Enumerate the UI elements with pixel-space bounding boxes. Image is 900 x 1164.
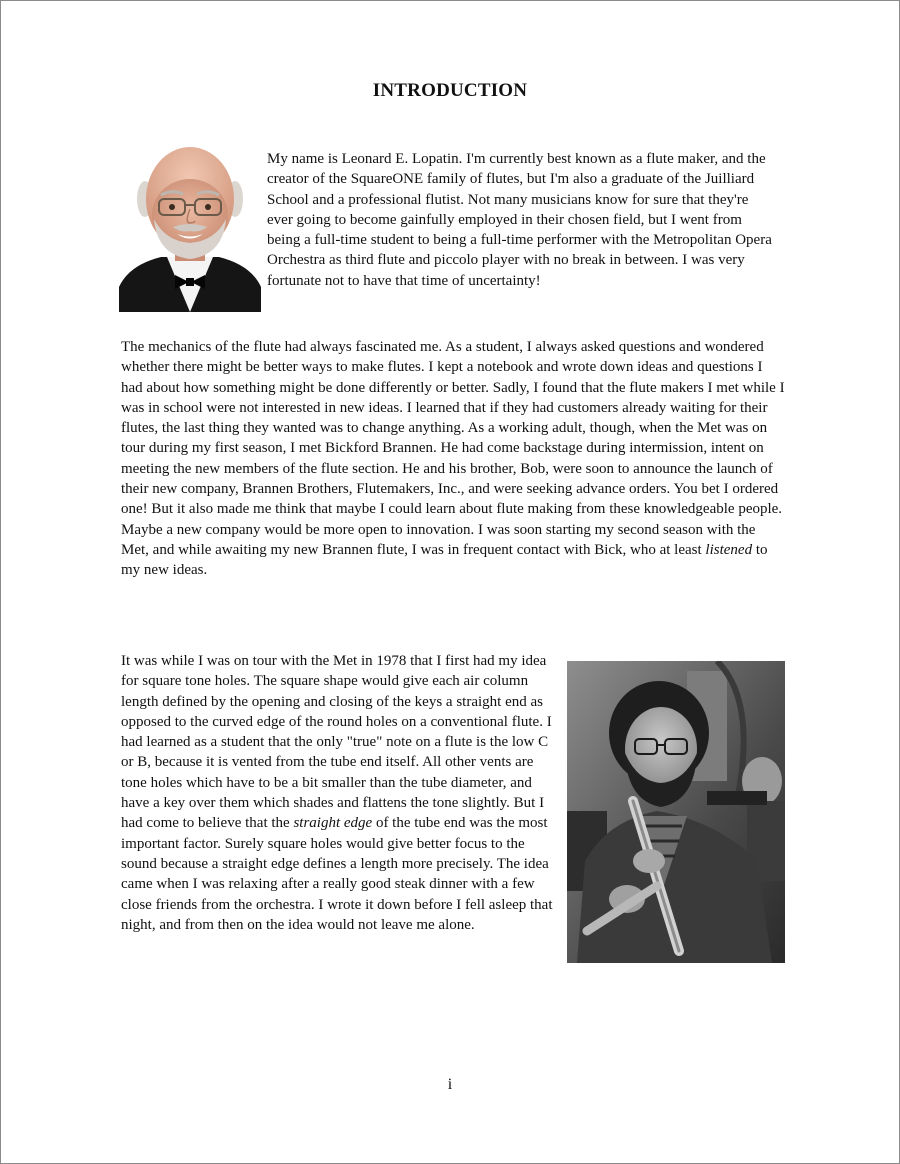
emphasis-listened: listened xyxy=(705,541,753,558)
background-paragraph-text-end: to my new ideas. xyxy=(121,541,768,579)
author-portrait-photo xyxy=(119,137,261,312)
emphasis-straight-edge: straight edge xyxy=(293,815,373,832)
page-number: i xyxy=(447,1076,453,1093)
author-portrait-illustration xyxy=(119,137,261,312)
background-paragraph-text: The mechanics of the flute had always fascinated me. As a student, I always asked questions and wondered whether there might be better ways to make flutes. I kept a notebook and wrote down ideas and questions I had about how something might be done differently or better. Sadly, I found that the flute makers I met while I was in school were not interested in new ideas. I learned that if they had customers already waiting for their flutes, the last thing they wanted was to change anything. As a working adult, though, when the Met was on tour during my first season, I met Bickford Brannen. He had come backstage during intermission, intent on meeting the new members of the flute section. He and his brother, Bob, were soon to announce the launch of their new company, Brannen Brothers, Flutemakers, Inc., and were seeking advance orders. You bet I ordered one! But it also made me think that maybe I could learn about flute making from these knowledgeable people. Maybe a new company would be more open to innovation. I was soon starting my second season with the Met, and while awaiting my new Brannen flute, I was in frequent contact with Bick, who at least xyxy=(121,339,785,558)
flutist-photo xyxy=(567,661,785,963)
page-title: INTRODUCTION xyxy=(372,80,528,101)
background-paragraph xyxy=(121,337,785,581)
square-tone-holes-paragraph xyxy=(121,651,561,935)
intro-paragraph: My name is Leonard E. Lopatin. I'm currently best known as a flute maker, and the creator of the SquareONE family of flutes, but I'm also a graduate of the Juilliard School and a professional flutist. Not many musicians know for sure that they're ever going to become gainfully employed in their chosen field, but I went from being a full-time student to being a full-time performer with the Metropolitan Opera Orchestra as third flute and piccolo player with no break in between. I was very fortunate not to have that time of uncertainty! xyxy=(267,151,772,289)
square-tone-holes-text: It was while I was on tour with the Met in 1978 that I first had my idea for square tone holes. The square shape would give each air column length defined by the opening and closing of the keys a straight end as opposed to the curved edge of the round holes on a conventional flute. I had learned as a student that the only "true" note on a flute is the low C or B, because it is vented from the tube end itself. All other vents are tone holes which have to be a bit smaller than the tube diameter, and have a key over them which shades and flattens the tone slightly. But I had come to believe that the xyxy=(121,653,552,832)
square-tone-holes-text-end: of the tube end was the most important factor. Surely square holes would give better focus to the sound because a straight edge defines a length more precisely. The idea came when I was relaxing after a really good steak dinner with a few close friends from the orchestra. I wrote it down before I fell asleep that night, and from then on the idea would not leave me alone. xyxy=(121,815,553,933)
flutist-photo-illustration xyxy=(567,661,785,963)
